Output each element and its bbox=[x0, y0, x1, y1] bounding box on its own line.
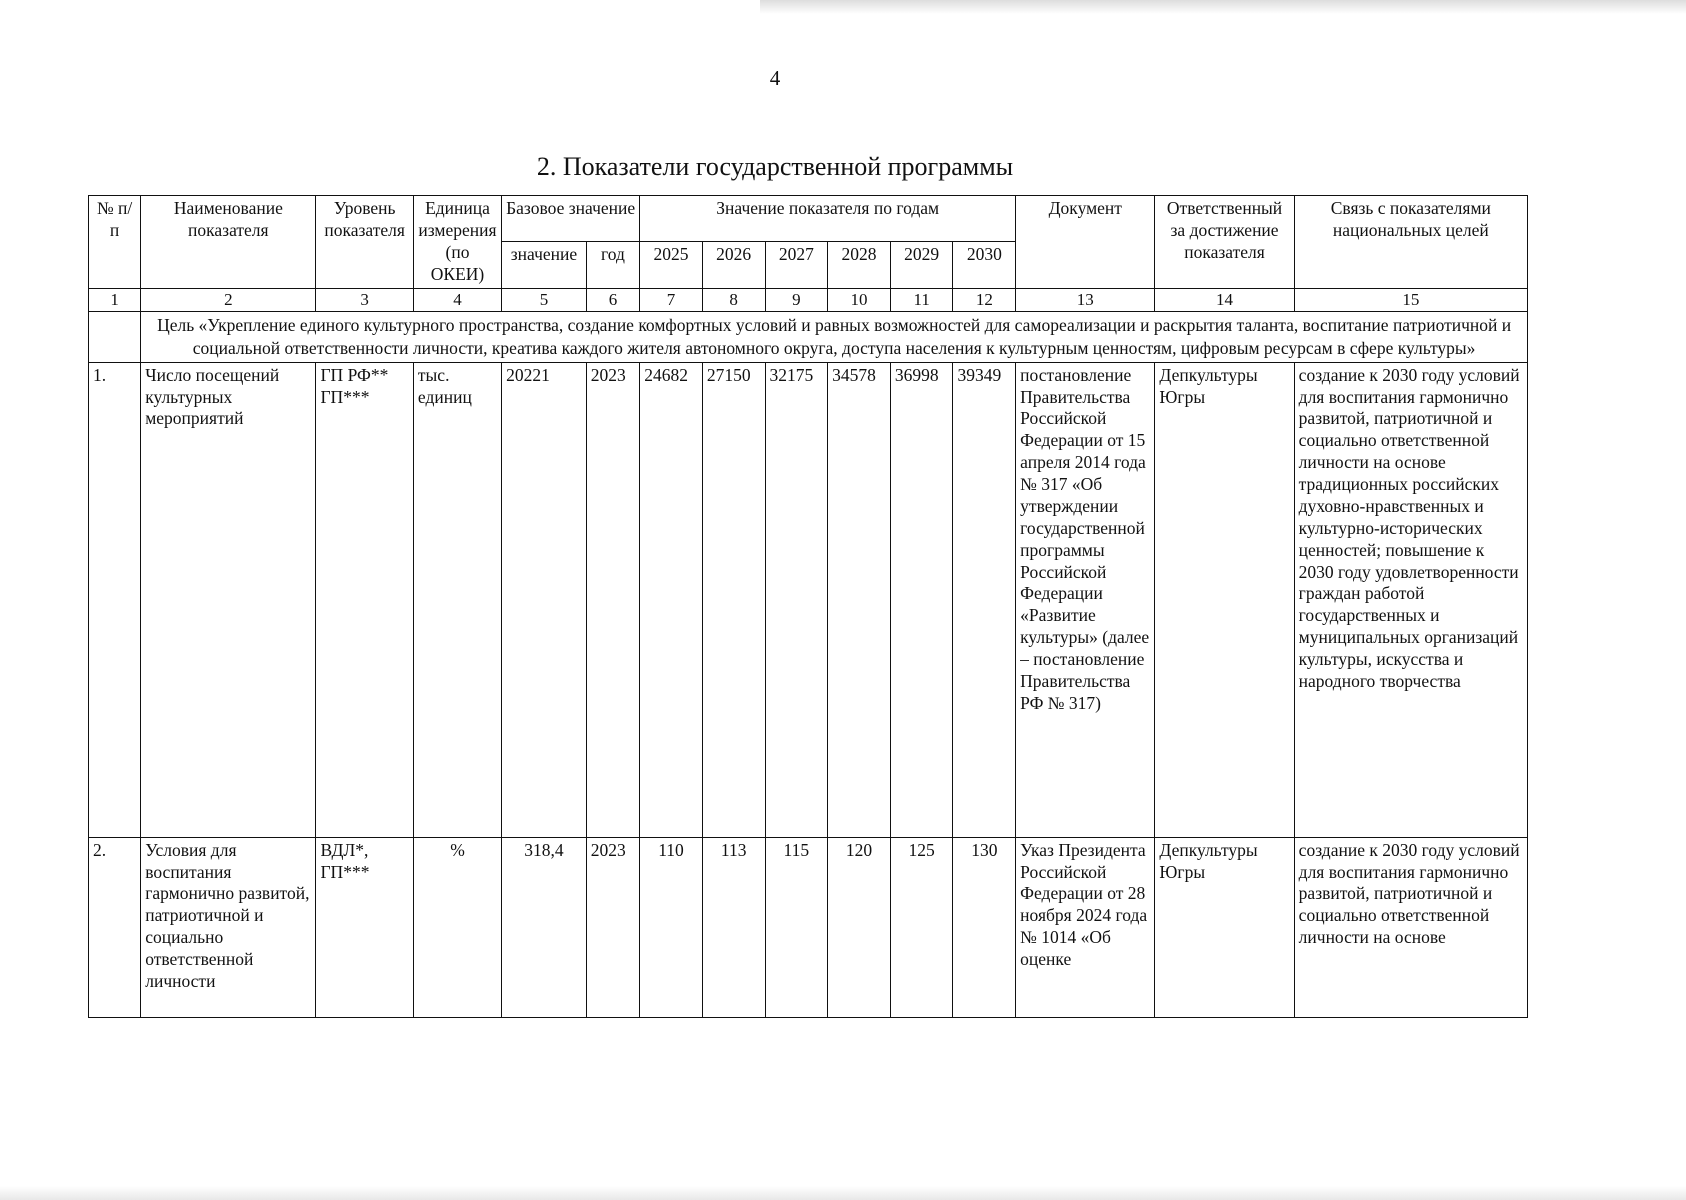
column-number: 13 bbox=[1016, 288, 1155, 312]
header-year: 2026 bbox=[702, 242, 765, 288]
header-no: № п/п bbox=[89, 196, 141, 289]
year-value: 113 bbox=[702, 837, 765, 1017]
column-number: 11 bbox=[890, 288, 953, 312]
indicator-name: Число посещений культурных мероприятий bbox=[141, 362, 316, 837]
column-number: 6 bbox=[586, 288, 639, 312]
national-goal-link: создание к 2030 году условий для воспитания гармонично развитой, патриотичной и социально ответственной личности на основе традиционных российских духовно-нравственных и культурно-исторических ценностей; повышение к 2030 году удовлетворенности граждан работой государственных и муниципальных организаций культуры, искусства и народного творчества bbox=[1294, 362, 1527, 837]
base-value: 20221 bbox=[502, 362, 587, 837]
header-year: 2028 bbox=[828, 242, 891, 288]
column-number: 5 bbox=[502, 288, 587, 312]
page-number: 4 bbox=[769, 66, 781, 90]
header-base: Базовое значение bbox=[502, 196, 640, 242]
header-responsible: Ответственный за достижение показателя bbox=[1155, 196, 1294, 289]
indicator-level: ВДЛ*, ГП*** bbox=[316, 837, 413, 1017]
header-name: Наименование показателя bbox=[141, 196, 316, 289]
header-year: 2029 bbox=[890, 242, 953, 288]
column-number: 10 bbox=[828, 288, 891, 312]
column-number: 2 bbox=[141, 288, 316, 312]
column-number: 15 bbox=[1294, 288, 1527, 312]
scan-edge-bottom bbox=[0, 1186, 1686, 1200]
table-row bbox=[89, 837, 1528, 1017]
indicator-level: ГП РФ** ГП*** bbox=[316, 362, 413, 837]
header-base-value: значение bbox=[502, 242, 587, 288]
header-unit: Единица измерения (по ОКЕИ) bbox=[413, 196, 501, 289]
year-value: 36998 bbox=[890, 362, 953, 837]
row-number: 2. bbox=[89, 837, 141, 1017]
year-value: 34578 bbox=[828, 362, 891, 837]
scan-edge-top bbox=[760, 0, 1686, 14]
indicator-name: Условия для воспитания гармонично развитой, патриотичной и социально ответственной личности bbox=[141, 837, 316, 1017]
table-row bbox=[89, 362, 1528, 837]
page-title: 2. Показатели государственной программы bbox=[536, 152, 1014, 181]
year-value: 130 bbox=[953, 837, 1016, 1017]
base-year: 2023 bbox=[586, 837, 639, 1017]
year-value: 110 bbox=[640, 837, 703, 1017]
document-ref: Указ Президента Российской Федерации от 28 ноября 2024 года № 1014 «Об оценке bbox=[1016, 837, 1155, 1017]
year-value: 115 bbox=[765, 837, 828, 1017]
base-value: 318,4 bbox=[502, 837, 587, 1017]
indicator-unit: тыс. единиц bbox=[413, 362, 501, 837]
header-by-years: Значение показателя по годам bbox=[640, 196, 1016, 242]
header-level: Уровень показателя bbox=[316, 196, 413, 289]
indicators-table bbox=[88, 195, 1528, 1018]
column-number: 9 bbox=[765, 288, 828, 312]
column-number: 4 bbox=[413, 288, 501, 312]
header-document: Документ bbox=[1016, 196, 1155, 289]
header-row bbox=[89, 196, 1528, 242]
year-value: 125 bbox=[890, 837, 953, 1017]
column-numbers-row bbox=[89, 288, 1528, 312]
responsible: Депкультуры Югры bbox=[1155, 837, 1294, 1017]
column-number: 12 bbox=[953, 288, 1016, 312]
base-year: 2023 bbox=[586, 362, 639, 837]
year-value: 24682 bbox=[640, 362, 703, 837]
column-number: 8 bbox=[702, 288, 765, 312]
national-goal-link: создание к 2030 году условий для воспитания гармонично развитой, патриотичной и социально ответственной личности на основе bbox=[1294, 837, 1527, 1017]
column-number: 3 bbox=[316, 288, 413, 312]
row-number: 1. bbox=[89, 362, 141, 837]
indicator-unit: % bbox=[413, 837, 501, 1017]
document-ref: постановление Правительства Российской Федерации от 15 апреля 2014 года № 317 «Об утверждении государственной программы Российской Федерации «Развитие культуры» (далее – постановление Правительства РФ № 317) bbox=[1016, 362, 1155, 837]
responsible: Депкультуры Югры bbox=[1155, 362, 1294, 837]
column-number: 1 bbox=[89, 288, 141, 312]
goal-text: Цель «Укрепление единого культурного пространства, создание комфортных условий и равных возможностей для самореализации и раскрытия таланта, воспитание патриотичной и социальной ответственности личности, креатива каждого жителя автономного округа, доступа населения к культурным ценностям, цифровым ресурсам в сфере культуры» bbox=[141, 312, 1528, 363]
header-link: Связь с показателями национальных целей bbox=[1294, 196, 1527, 289]
header-year: 2030 bbox=[953, 242, 1016, 288]
year-value: 120 bbox=[828, 837, 891, 1017]
column-number: 14 bbox=[1155, 288, 1294, 312]
year-value: 27150 bbox=[702, 362, 765, 837]
column-number: 7 bbox=[640, 288, 703, 312]
year-value: 32175 bbox=[765, 362, 828, 837]
goal-row bbox=[89, 312, 1528, 363]
header-year: 2027 bbox=[765, 242, 828, 288]
header-year: 2025 bbox=[640, 242, 703, 288]
header-base-year: год bbox=[586, 242, 639, 288]
year-value: 39349 bbox=[953, 362, 1016, 837]
